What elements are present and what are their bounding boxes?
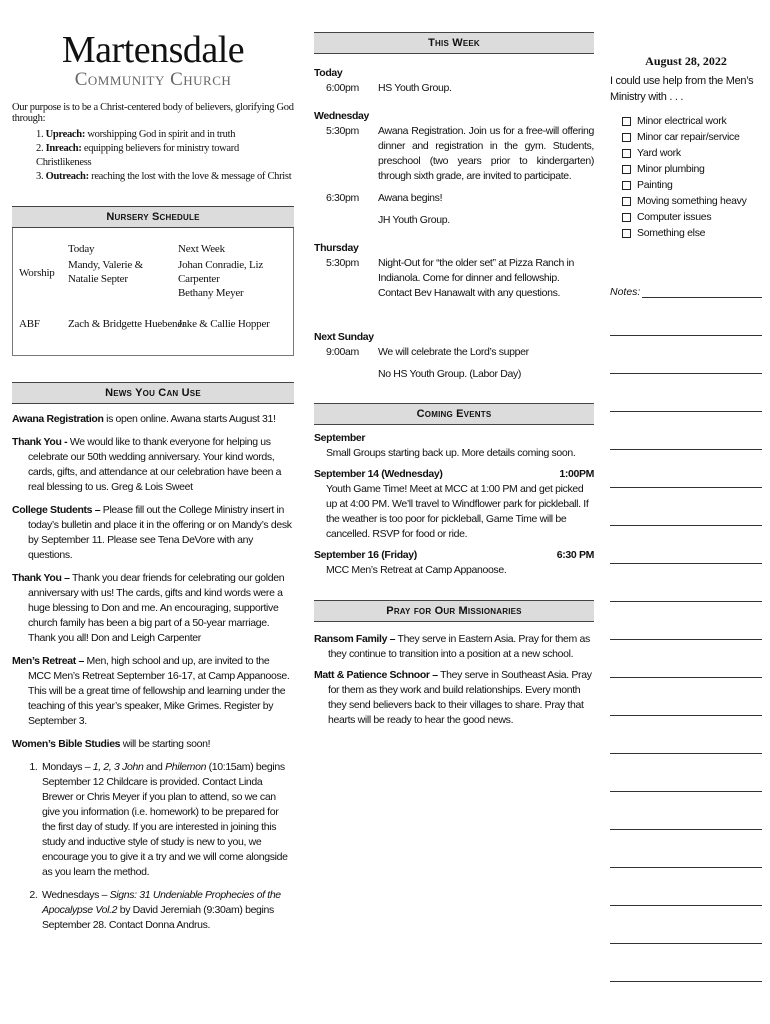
coming-events-section — [314, 431, 594, 578]
nursery-schedule-header: Nursery Schedule — [12, 206, 294, 228]
missionaries-header: Pray for Our Missionaries — [314, 600, 594, 622]
event-time: 6:00pm — [326, 82, 359, 94]
nursery-today-header: Today — [68, 243, 95, 255]
news-item: Women’s Bible Studies will be starting soon! — [12, 738, 211, 750]
help-option[interactable]: Painting — [622, 177, 762, 193]
help-option[interactable]: Computer issues — [622, 209, 762, 225]
notes-line[interactable] — [610, 564, 762, 602]
news-item: Thank You - We would like to thank everyone for helping us celebrate our 50th wedding anniversary. Your kind words, cards, gifts, and attendance at our celebration have been a real blessing to us. Greg & Lois Sweet — [12, 436, 282, 493]
event-heading: September 16 (Friday) 6:30 PM — [314, 549, 594, 561]
help-option[interactable]: Moving something heavy — [622, 193, 762, 209]
notes-line[interactable] — [610, 450, 762, 488]
nursery-abf-label: ABF — [19, 318, 40, 330]
event-body: MCC Men’s Retreat at Camp Appanoose. — [326, 564, 507, 576]
nursery-abf-today: Zach & Bridgette Huebener — [68, 318, 186, 330]
event-text: Awana begins! — [378, 192, 443, 204]
day-today: Today — [314, 67, 343, 79]
news-item: College Students – Please fill out the College Ministry insert in today’s bulletin and place it in the offering or on Mandy’s desk by September 11. Please see Tena DeVore with any questions. — [12, 504, 292, 561]
notes-line[interactable] — [610, 830, 762, 868]
notes-line[interactable] — [610, 678, 762, 716]
event-heading: September — [314, 432, 366, 444]
checkbox[interactable] — [622, 117, 631, 126]
news-section — [12, 412, 294, 933]
day-wednesday: Wednesday — [314, 110, 370, 122]
notes-line[interactable] — [610, 640, 762, 678]
checkbox[interactable] — [622, 149, 631, 158]
event-text: We will celebrate the Lord’s supper — [378, 346, 529, 358]
news-header: News You Can Use — [12, 382, 294, 404]
notes-line[interactable] — [610, 944, 762, 982]
notes-lines[interactable] — [610, 298, 762, 982]
nursery-worship-next: Johan Conradie, Liz Carpenter Bethany Meyer — [178, 259, 264, 299]
notes-line[interactable] — [610, 526, 762, 564]
event-time: 6:30pm — [326, 192, 359, 204]
event-heading: September 14 (Wednesday) 1:00PM — [314, 468, 594, 480]
notes-line[interactable] — [610, 602, 762, 640]
coming-events-header: Coming Events — [314, 403, 594, 425]
notes-line[interactable] — [610, 374, 762, 412]
notes-line[interactable] — [610, 716, 762, 754]
help-prompt: I could use help from the Men’s Ministry with . . . — [610, 75, 754, 103]
right-column — [610, 0, 762, 982]
notes-line[interactable] — [610, 412, 762, 450]
church-logo-name: Martensdale — [61, 29, 245, 71]
purpose-item: 3. Outreach: reaching the lost with the love & message of Christ — [36, 171, 292, 182]
checkbox[interactable] — [622, 197, 631, 206]
this-week-section — [314, 66, 594, 389]
day-next-sunday: Next Sunday — [314, 331, 374, 343]
event-body: Small Groups starting back up. More details coming soon. — [326, 447, 576, 459]
notes-line[interactable] — [610, 792, 762, 830]
event-time: 9:00am — [326, 346, 359, 358]
missionaries-section — [314, 632, 594, 728]
left-column — [12, 0, 294, 941]
notes-field[interactable] — [610, 285, 762, 298]
nursery-next-header: Next Week — [178, 243, 225, 255]
help-option[interactable]: Something else — [622, 225, 762, 241]
event-text: Awana Registration. Join us for a free-will offering dinner and registration in the gym. Students, preschool (two years prior to kindergarten) through sixth grade, are invited to participate. — [378, 125, 594, 182]
list-item: 1. Mondays – 1, 2, 3 John and Philemon (10:15am) begins September 12 Childcare is provided. Contact Linda Brewer or Chris Meyer if you plan to attend, so we can give you information (i.e. homework) to be prepared for the first day of study. If you are interested in joining this study and inductive style of study is new to you, we encourage you to give it a try and we will come alongside as you learn the method. — [40, 760, 294, 880]
middle-column — [314, 32, 594, 734]
news-item: Awana Registration is open online. Awana starts August 31! — [12, 413, 276, 425]
news-item: Thank You – Thank you dear friends for celebrating our golden anniversary with us! The cards, gifts and kind words were a huge blessing to Don and me. An encouraging, supportive church family has been a big part of a 50-year marriage. Thank you all! Don and Leigh Carpenter — [12, 572, 285, 644]
day-thursday: Thursday — [314, 242, 359, 254]
checkbox[interactable] — [622, 229, 631, 238]
event-text: Night-Out for “the older set” at Pizza Ranch in Indianola. Come for dinner and fellowship. Contact Bev Hanawalt with any questions. — [378, 257, 574, 299]
help-option[interactable]: Minor electrical work — [622, 113, 762, 129]
purpose-item: 1. Upreach: worshipping God in spirit and in truth — [36, 129, 236, 140]
notes-line[interactable] — [610, 336, 762, 374]
nursery-abf-next: Jake & Callie Hopper — [178, 318, 270, 330]
notes-line[interactable] — [610, 754, 762, 792]
this-week-header: This Week — [314, 32, 594, 54]
missionary-item: Ransom Family – They serve in Eastern Asia. Pray for them as they continue to transition into a position at a new school. — [314, 633, 590, 660]
event-text: HS Youth Group. — [378, 82, 452, 94]
help-option[interactable]: Minor car repair/service — [622, 129, 762, 145]
notes-line[interactable] — [610, 298, 762, 336]
bible-study-list — [12, 760, 294, 933]
notes-line[interactable] — [610, 906, 762, 944]
event-body: Youth Game Time! Meet at MCC at 1:00 PM and get picked up at 4:00 PM. We’ll travel to Windflower park for pickleball. If the weather is too poor for pickleball, Game Time will be cancelled. RSVP for food or ride. — [326, 483, 589, 540]
bulletin-date: August 28, 2022 — [645, 54, 727, 68]
purpose-item: 2. Inreach: equipping believers for ministry toward Christlikeness — [36, 143, 239, 168]
nursery-schedule-table — [12, 228, 294, 356]
event-time: 5:30pm — [326, 257, 359, 269]
notes-line[interactable] — [610, 488, 762, 526]
help-option[interactable]: Minor plumbing — [622, 161, 762, 177]
church-logo-subtitle: Community Church — [74, 69, 232, 90]
event-text: No HS Youth Group. (Labor Day) — [378, 368, 522, 380]
news-item: Men’s Retreat – Men, high school and up, are invited to the MCC Men’s Retreat September 16-17, at Camp Appanoose. This will be a great time of fellowship and learning under the teaching of this year’s speaker, Mike Grimes. Register by September 3. — [12, 655, 290, 727]
event-time: 5:30pm — [326, 125, 359, 137]
help-option[interactable]: Yard work — [622, 145, 762, 161]
checkbox[interactable] — [622, 213, 631, 222]
nursery-worship-label: Worship — [19, 267, 55, 279]
event-text: JH Youth Group. — [378, 214, 450, 226]
help-options-list — [622, 113, 762, 241]
list-item: 2. Wednesdays – Signs: 31 Undeniable Prophecies of the Apocalypse Vol.2 by David Jeremiah (9:30am) begins September 28. Contact Donna Andrus. — [40, 888, 294, 933]
notes-line[interactable] — [610, 868, 762, 906]
nursery-worship-today: Mandy, Valerie & Natalie Septer — [68, 259, 144, 285]
purpose-statement: Our purpose is to be a Christ-centered body of believers, glorifying God through: — [12, 102, 294, 124]
checkbox[interactable] — [622, 165, 631, 174]
missionary-item: Matt & Patience Schnoor – They serve in Southeast Asia. Pray for them as they work and build relationships. Every month they send believers back to their villages to share. Pray that hearts will be ready to hear the good news. — [314, 669, 592, 726]
purpose-list — [12, 128, 294, 184]
notes-label: Notes: — [610, 286, 641, 298]
checkbox[interactable] — [622, 181, 631, 190]
checkbox[interactable] — [622, 133, 631, 142]
